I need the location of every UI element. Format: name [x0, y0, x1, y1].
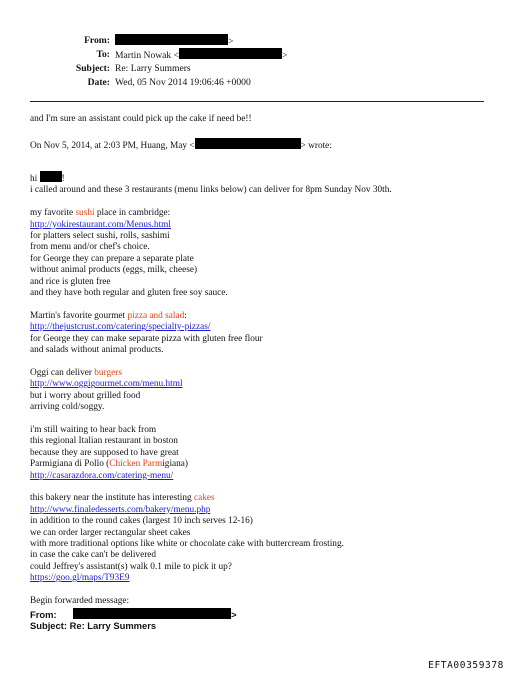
header-divider: [30, 101, 484, 102]
parmigiana-line: Parmigiana di Pollo (Chicken Parmigiana): [30, 459, 189, 470]
forwarded-from-row: From: >: [30, 609, 237, 620]
italian-line: this regional Italian restaurant in boston: [30, 436, 178, 447]
pizza-menu-link[interactable]: http://thejustcrust.com/catering/specialty-pizzas/: [30, 322, 211, 333]
forwarded-subject-row: Subject: Re: Larry Summers: [30, 620, 157, 631]
to-label: To:: [96, 49, 110, 60]
greeting: hi !: [30, 171, 392, 185]
header-subject-row: [0, 62, 512, 76]
italian-line: because they are supposed to have great: [30, 447, 179, 458]
pizza-line: and salads without animal products.: [30, 345, 164, 356]
redaction: [179, 48, 282, 59]
forwarded-message-label: Begin forwarded message:: [30, 595, 130, 606]
document-id: EFTA00359378: [428, 660, 504, 671]
reply-line: and I'm sure an assistant could pick up the cake if need be!!: [30, 114, 252, 124]
bakery-line: in addition to the round cakes (largest 10 inch serves 12-16): [30, 516, 253, 527]
bakery-line: could Jeffrey's assistant(s) walk 0.1 mile to pick it up?: [30, 561, 232, 572]
bakery-line: with more traditional options like white or chocolate cake with buttercream frosting.: [30, 538, 344, 549]
burgers-line: arriving cold/soggy.: [30, 402, 105, 413]
italian-menu-link[interactable]: http://casarazdora.com/catering-menu/: [30, 470, 174, 481]
sushi-menu-link[interactable]: http://yokirestaurant.com/Menus.html: [30, 219, 171, 230]
email-header: [0, 34, 512, 90]
sushi-line: without animal products (eggs, milk, cheese): [30, 265, 198, 276]
bakery-menu-link[interactable]: http://www.finaledesserts.com/bakery/menu.php: [30, 504, 211, 515]
message-body: [30, 171, 392, 607]
sushi-line: and they have both regular and gluten free soy sauce.: [30, 288, 228, 299]
redaction: [195, 138, 301, 149]
sushi-line: from menu and/or chef's choice.: [30, 242, 150, 253]
redaction: [115, 34, 228, 45]
header-date-row: [0, 76, 512, 90]
subject-value: Re: Larry Summers: [115, 63, 191, 74]
redaction: [40, 171, 62, 182]
burgers-line: but i worry about grilled food: [30, 390, 141, 401]
burgers-menu-link[interactable]: http://www.oggigourmet.com/menu.html: [30, 379, 183, 390]
sushi-line: for George they can prepare a separate plate: [30, 253, 194, 264]
sushi-heading: my favorite sushi place in cambridge:: [30, 208, 171, 219]
sushi-line: and rice is gluten free: [30, 276, 111, 287]
quote-attribution: On Nov 5, 2014, at 2:03 PM, Huang, May < > wrote:: [30, 138, 332, 152]
from-label: From:: [84, 35, 110, 46]
burgers-heading: Oggi can deliver burgers: [30, 367, 122, 378]
header-to-row: To: Martin Nowak < >: [96, 49, 288, 61]
date-value: Wed, 05 Nov 2014 19:06:46 +0000: [115, 77, 251, 88]
bakery-line: in case the cake can't be delivered: [30, 550, 157, 561]
intro-line: i called around and these 3 restaurants (menu links below) can deliver for 8pm Sunday Nov 30th.: [30, 185, 392, 196]
pizza-heading: Martin's favorite gourmet pizza and salad:: [30, 310, 187, 321]
forwarded-header: [30, 608, 237, 632]
bakery-line: we can order larger rectangular sheet cakes: [30, 527, 191, 538]
sushi-line: for platters select sushi, rolls, sashimi: [30, 231, 170, 242]
pizza-line: for George they can make separate pizza with gluten free flour: [30, 333, 263, 344]
italian-line: i'm still waiting to hear back from: [30, 424, 157, 435]
header-from-row: From: >: [84, 35, 234, 47]
bakery-map-link[interactable]: https://goo.gl/maps/T93E9: [30, 573, 130, 584]
subject-label: Subject:: [75, 63, 110, 74]
redaction: [73, 608, 231, 619]
bakery-heading: this bakery near the institute has interesting cakes: [30, 493, 215, 504]
date-label: Date:: [87, 77, 110, 88]
to-value: Martin Nowak <: [115, 50, 180, 61]
